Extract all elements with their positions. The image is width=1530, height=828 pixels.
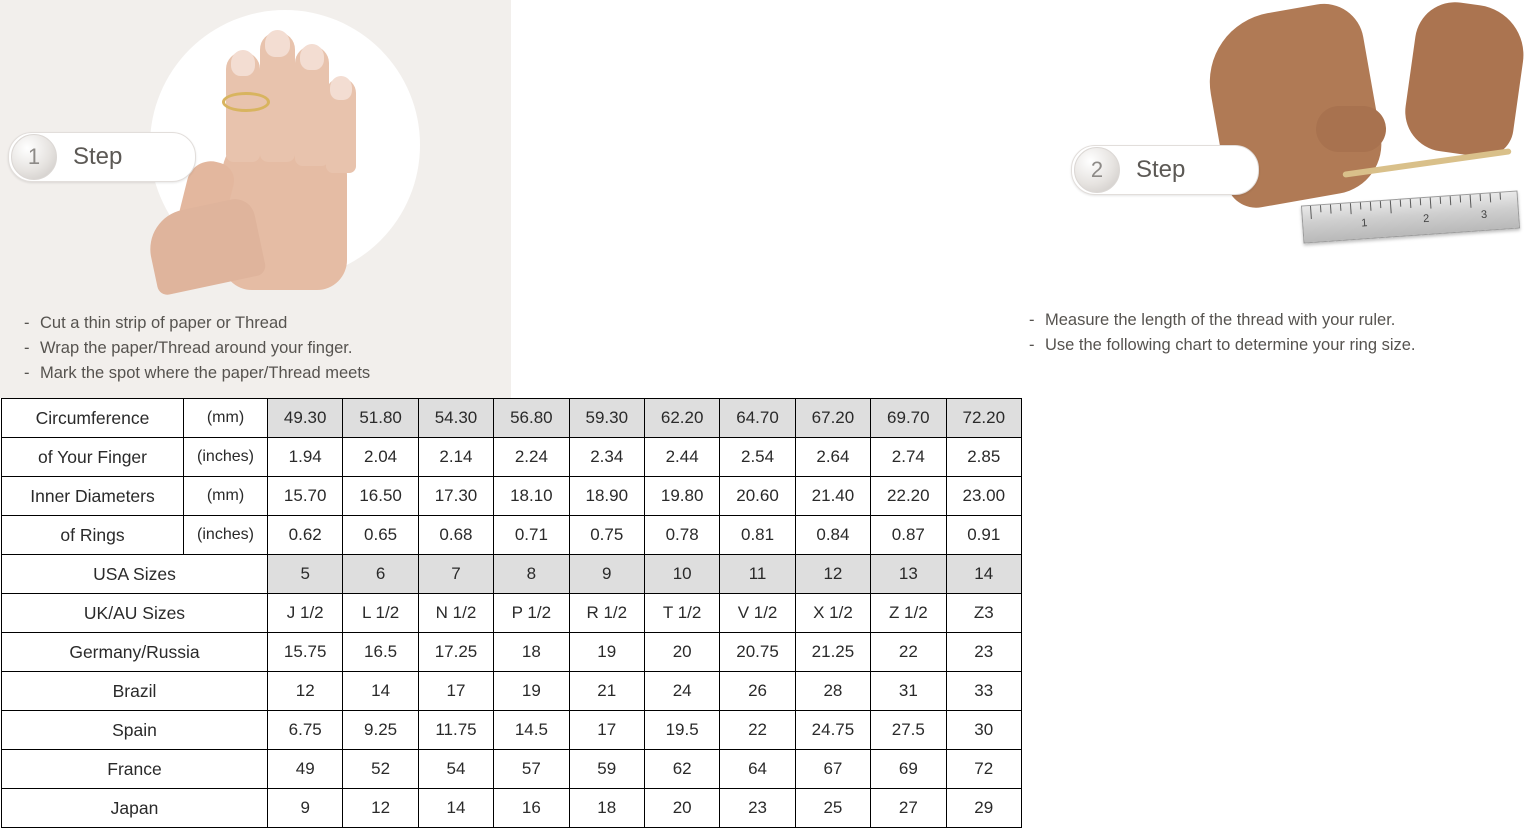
cell: N 1/2 — [418, 594, 493, 633]
cell: V 1/2 — [720, 594, 795, 633]
table-row — [2, 516, 1022, 555]
cell: 49.30 — [268, 399, 343, 438]
cell: 23 — [946, 633, 1021, 672]
cell: 18 — [494, 633, 569, 672]
cell: 59.30 — [569, 399, 644, 438]
cell: 2.24 — [494, 438, 569, 477]
cell: 67.20 — [795, 399, 870, 438]
cell: 21.25 — [795, 633, 870, 672]
row-label-france: France — [2, 750, 268, 789]
cell: 2.44 — [644, 438, 719, 477]
cell: 2.34 — [569, 438, 644, 477]
cell: 2.04 — [343, 438, 418, 477]
cell: 72 — [946, 750, 1021, 789]
cell: 1.94 — [268, 438, 343, 477]
cell: 57 — [494, 750, 569, 789]
cell: 18 — [569, 789, 644, 828]
cell: 17.30 — [418, 477, 493, 516]
step-1-bullet-2: - Wrap the paper/Thread around your finger. — [24, 339, 353, 357]
cell: 8 — [494, 555, 569, 594]
step-2-bullet-2: - Use the following chart to determine your ring size. — [1029, 336, 1416, 354]
cell: 21 — [569, 672, 644, 711]
cell: 12 — [268, 672, 343, 711]
cell: 0.78 — [644, 516, 719, 555]
table-row — [2, 594, 1022, 633]
cell: 27 — [871, 789, 946, 828]
table-row — [2, 633, 1022, 672]
cell: 27.5 — [871, 711, 946, 750]
row-label-brazil: Brazil — [2, 672, 268, 711]
cell: 51.80 — [343, 399, 418, 438]
ring-illustration — [222, 92, 270, 112]
cell: 24.75 — [795, 711, 870, 750]
table-row — [2, 711, 1022, 750]
cell: 16 — [494, 789, 569, 828]
cell: 20 — [644, 789, 719, 828]
table-row — [2, 555, 1022, 594]
table-row — [2, 399, 1022, 438]
ruler-mark-2: 2 — [1422, 212, 1430, 226]
row-label-uk-au-sizes: UK/AU Sizes — [2, 594, 268, 633]
cell: 17 — [418, 672, 493, 711]
cell: 64 — [720, 750, 795, 789]
steps-section — [0, 0, 1488, 398]
cell: 72.20 — [946, 399, 1021, 438]
cell: 62 — [644, 750, 719, 789]
table-row — [2, 750, 1022, 789]
cell: 69 — [871, 750, 946, 789]
cell: 67 — [795, 750, 870, 789]
cell: 2.54 — [720, 438, 795, 477]
cell: 24 — [644, 672, 719, 711]
cell: 0.62 — [268, 516, 343, 555]
cell: 14 — [418, 789, 493, 828]
row-label-usa-sizes: USA Sizes — [2, 555, 268, 594]
cell: 19 — [494, 672, 569, 711]
cell: 17.25 — [418, 633, 493, 672]
cell: 2.74 — [871, 438, 946, 477]
cell: 2.85 — [946, 438, 1021, 477]
row-label-germany-russia: Germany/Russia — [2, 633, 268, 672]
step-2-instructions — [1029, 308, 1416, 358]
cell: 23.00 — [946, 477, 1021, 516]
row-label-circumference-2: of Your Finger — [2, 438, 184, 477]
cell: 14.5 — [494, 711, 569, 750]
table-row — [2, 672, 1022, 711]
row-unit-mm-2: (mm) — [184, 477, 268, 516]
cell: 19.5 — [644, 711, 719, 750]
cell: 30 — [946, 711, 1021, 750]
cell: 54.30 — [418, 399, 493, 438]
cell: 5 — [268, 555, 343, 594]
row-label-circumference: Circumference — [2, 399, 184, 438]
step-2-photo — [1224, 10, 1494, 280]
cell: 13 — [871, 555, 946, 594]
cell: 22 — [720, 711, 795, 750]
cell: 2.14 — [418, 438, 493, 477]
cell: 22.20 — [871, 477, 946, 516]
cell: T 1/2 — [644, 594, 719, 633]
row-label-inner-diameters-2: of Rings — [2, 516, 184, 555]
cell: L 1/2 — [343, 594, 418, 633]
cell: 52 — [343, 750, 418, 789]
row-unit-inches-2: (inches) — [184, 516, 268, 555]
step-1-badge — [8, 132, 196, 182]
cell: 14 — [343, 672, 418, 711]
cell: 21.40 — [795, 477, 870, 516]
cell: 20.75 — [720, 633, 795, 672]
cell: 7 — [418, 555, 493, 594]
cell: 6.75 — [268, 711, 343, 750]
step-1-number: 1 — [11, 134, 57, 180]
step-1-label: Step — [73, 143, 123, 170]
cell: 14 — [946, 555, 1021, 594]
cell: 9 — [569, 555, 644, 594]
cell: 9.25 — [343, 711, 418, 750]
cell: R 1/2 — [569, 594, 644, 633]
cell: 25 — [795, 789, 870, 828]
step-2-number: 2 — [1074, 147, 1120, 193]
cell: 2.64 — [795, 438, 870, 477]
row-unit-inches: (inches) — [184, 438, 268, 477]
cell: 28 — [795, 672, 870, 711]
cell: 20.60 — [720, 477, 795, 516]
step-2-panel — [511, 0, 1488, 398]
cell: 15.75 — [268, 633, 343, 672]
table-row — [2, 477, 1022, 516]
row-label-japan: Japan — [2, 789, 268, 828]
cell: 18.90 — [569, 477, 644, 516]
cell: 26 — [720, 672, 795, 711]
step-2-label: Step — [1136, 156, 1186, 183]
cell: 33 — [946, 672, 1021, 711]
cell: 0.91 — [946, 516, 1021, 555]
cell: 0.71 — [494, 516, 569, 555]
table-row — [2, 789, 1022, 828]
row-unit-mm: (mm) — [184, 399, 268, 438]
cell: 23 — [720, 789, 795, 828]
row-label-inner-diameters: Inner Diameters — [2, 477, 184, 516]
cell: 20 — [644, 633, 719, 672]
cell: 0.68 — [418, 516, 493, 555]
cell: 0.75 — [569, 516, 644, 555]
cell: 64.70 — [720, 399, 795, 438]
cell: 22 — [871, 633, 946, 672]
cell: Z3 — [946, 594, 1021, 633]
cell: 59 — [569, 750, 644, 789]
cell: 49 — [268, 750, 343, 789]
ruler-mark-3: 3 — [1480, 208, 1488, 222]
cell: 18.10 — [494, 477, 569, 516]
panel-divider — [511, 0, 513, 330]
cell: P 1/2 — [494, 594, 569, 633]
cell: 69.70 — [871, 399, 946, 438]
cell: Z 1/2 — [871, 594, 946, 633]
cell: 31 — [871, 672, 946, 711]
cell: 10 — [644, 555, 719, 594]
cell: 12 — [795, 555, 870, 594]
cell: 11.75 — [418, 711, 493, 750]
cell: 19 — [569, 633, 644, 672]
cell: 9 — [268, 789, 343, 828]
cell: 56.80 — [494, 399, 569, 438]
ring-size-table — [1, 398, 1022, 828]
step-2-bullet-1: - Measure the length of the thread with your ruler. — [1029, 311, 1396, 329]
cell: 12 — [343, 789, 418, 828]
step-1-bullet-1: - Cut a thin strip of paper or Thread — [24, 314, 288, 332]
cell: 0.84 — [795, 516, 870, 555]
cell: X 1/2 — [795, 594, 870, 633]
cell: 0.87 — [871, 516, 946, 555]
table-row — [2, 438, 1022, 477]
cell: 29 — [946, 789, 1021, 828]
step-1-bullet-3: - Mark the spot where the paper/Thread meets — [24, 364, 371, 382]
step-1-instructions — [24, 311, 370, 386]
cell: 0.65 — [343, 516, 418, 555]
row-label-spain: Spain — [2, 711, 268, 750]
ruler-illustration — [1301, 190, 1520, 243]
cell: 19.80 — [644, 477, 719, 516]
cell: 62.20 — [644, 399, 719, 438]
cell: 17 — [569, 711, 644, 750]
step-1-panel — [0, 0, 511, 398]
cell: 16.50 — [343, 477, 418, 516]
cell: J 1/2 — [268, 594, 343, 633]
cell: 15.70 — [268, 477, 343, 516]
step-2-badge — [1071, 145, 1259, 195]
hand-with-ruler-illustration — [1224, 10, 1494, 280]
cell: 54 — [418, 750, 493, 789]
cell: 0.81 — [720, 516, 795, 555]
cell: 6 — [343, 555, 418, 594]
cell: 16.5 — [343, 633, 418, 672]
ruler-mark-1: 1 — [1360, 217, 1368, 230]
cell: 11 — [720, 555, 795, 594]
